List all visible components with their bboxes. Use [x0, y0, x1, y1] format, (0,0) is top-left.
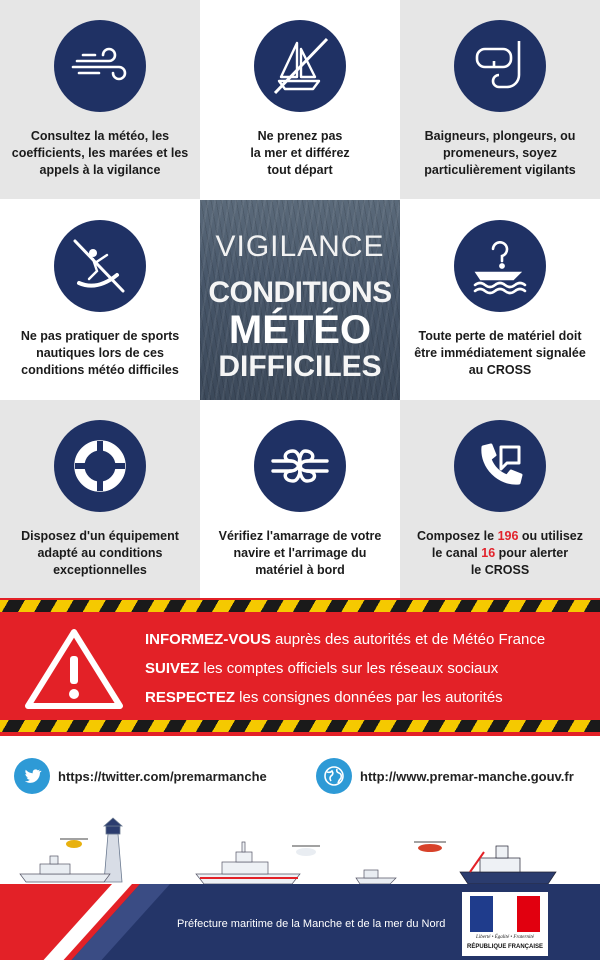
- wind-icon: [54, 20, 146, 112]
- vigilance-title: VIGILANCE: [215, 230, 385, 263]
- vessel-center: [196, 842, 300, 884]
- tip-swimmers: [400, 0, 600, 199]
- alert-line-respect: RESPECTEZ les consignes données par les autorités: [145, 689, 503, 706]
- footer: [0, 812, 600, 960]
- alert-banner: [0, 598, 600, 736]
- patrol-boat-left: [20, 856, 110, 882]
- difficiles-label: DIFFICILES: [218, 350, 382, 383]
- lost-jetski-icon: [454, 220, 546, 312]
- rope-knot-icon: [254, 420, 346, 512]
- warning-icon: [22, 626, 126, 712]
- republique-name: RÉPUBLIQUE FRANÇAISE: [466, 944, 543, 950]
- helicopter-left: [60, 839, 88, 848]
- tip-no-sea-text: Ne prenez pas la mer et différez tout départ: [250, 129, 350, 177]
- no-sailing-icon: [254, 20, 346, 112]
- alert-line-inform: INFORMEZ-VOUS auprès des autorités et de Météo France: [145, 631, 546, 648]
- tip-weather-text: Consultez la météo, les coefficients, les marées et les appels à la vigilance: [11, 129, 189, 177]
- republique-motto: Liberté • Égalité • Fraternité: [476, 935, 534, 940]
- tip-lost-gear-text: Toute perte de matériel doit être immédiatement signalée au CROSS: [414, 329, 586, 377]
- tip-equipment: [0, 400, 200, 599]
- vigilance-banner: [200, 200, 400, 400]
- tip-call-text: Composez le 196 ou utilisez le canal 16 pour alerter le CROSS: [416, 529, 584, 577]
- meteo-label: MÉTÉO: [228, 308, 372, 352]
- alert-line-follow: SUIVEZ les comptes officiels sur les réseaux sociaux: [145, 660, 499, 677]
- tricolor-footer-band: [0, 884, 600, 960]
- phone-icon: [454, 420, 546, 512]
- prefecture-name: Préfecture maritime de la Manche et de la mer du Nord: [177, 918, 446, 930]
- helicopter-center: [292, 846, 320, 856]
- no-kitesurf-icon: [54, 220, 146, 312]
- hazard-stripe-top: [0, 600, 600, 612]
- twitter-url[interactable]: https://twitter.com/premarmanche: [58, 768, 267, 784]
- website-link[interactable]: [316, 758, 574, 794]
- fleet-illustration: [0, 812, 600, 888]
- tip-no-sports-text: Ne pas pratiquer de sports nautiques lors de ces conditions météo difficiles: [20, 329, 180, 377]
- republique-logo: [462, 892, 548, 956]
- small-boat: [356, 870, 396, 884]
- tip-lost-gear: [400, 200, 600, 399]
- tip-no-sea: [200, 0, 400, 199]
- alert-instructions: [145, 625, 595, 712]
- helicopter-right: [414, 842, 446, 852]
- tip-weather: [0, 0, 200, 199]
- lifebuoy-icon: [54, 420, 146, 512]
- conditions-label: CONDITIONS: [208, 276, 392, 309]
- tip-call: [400, 400, 600, 599]
- cross-number: 196: [497, 529, 519, 543]
- tug-right: [460, 846, 556, 884]
- tip-mooring-text: Vérifiez l'amarrage de votre navire et l'arrimage du matériel à bord: [218, 529, 382, 577]
- website-url[interactable]: http://www.premar-manche.gouv.fr: [360, 768, 574, 784]
- tip-equipment-text: Disposez d'un équipement adapté au conditions exceptionnelles: [21, 529, 179, 577]
- tip-swimmers-text: Baigneurs, plongeurs, ou promeneurs, soyez particulièrement vigilants: [424, 129, 576, 177]
- globe-icon: [316, 758, 352, 794]
- tip-no-sports: [0, 200, 200, 399]
- vhf-channel: 16: [481, 546, 496, 560]
- contact-links: [0, 740, 600, 810]
- twitter-icon: [14, 758, 50, 794]
- tip-mooring: [200, 400, 400, 599]
- snorkel-mask-icon: [454, 20, 546, 112]
- twitter-link[interactable]: [14, 758, 267, 794]
- hazard-stripe-bottom: [0, 720, 600, 732]
- lighthouse: [104, 818, 122, 882]
